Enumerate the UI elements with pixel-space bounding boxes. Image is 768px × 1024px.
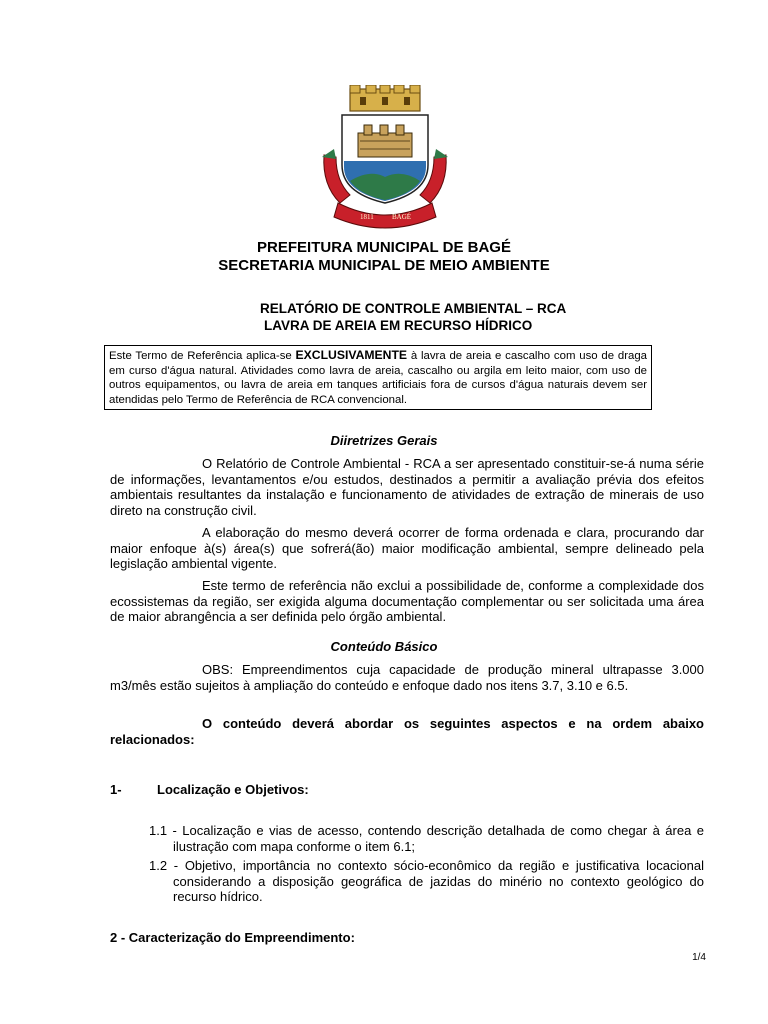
crest-year: 1811 — [360, 213, 374, 221]
report-title: RELATÓRIO DE CONTROLE AMBIENTAL – RCA — [260, 301, 567, 316]
section-1-number: 1- — [110, 782, 122, 797]
diretrizes-p2-text: A elaboração do mesmo deverá ocorrer de forma ordenada e clara, procurando dar maior enfoque à(s) área(s) que sofrerá(ão) maior modificação ambiental, sempre delineado pela legislação ambiental vigente. — [110, 525, 704, 572]
section-2-title: 2 - Caracterização do Empreendimento: — [110, 930, 355, 945]
conteudo-obs-paragraph — [110, 662, 704, 693]
conteudo-obs-text: OBS: Empreendimentos cuja capacidade de produção mineral ultrapasse 3.000 m3/mês estão sujeitos à ampliação do conteúdo e enfoque dado nos itens 3.7, 3.10 e 6.5. — [110, 662, 704, 693]
conteudo-heading: Conteúdo Básico — [330, 639, 438, 654]
diretrizes-paragraph-3 — [110, 578, 704, 625]
conteudo-intro-paragraph — [110, 716, 704, 747]
item-text: Objetivo, importância no contexto sócio-econômico da região e justificativa locacional considerando a disposição geográfica de jazidas do minério no contexto geológico do recurso hídrico. — [173, 858, 704, 905]
diretrizes-p3-text: Este termo de referência não exclui a possibilidade de, conforme a complexidade dos ecossistemas da região, ser exigida alguma documentação complementar ou ser solicitada uma área de maior abrangência a ser definida pelo órgão ambiental. — [110, 578, 704, 625]
municipal-crest — [320, 85, 450, 233]
diretrizes-paragraph-2 — [110, 525, 704, 572]
notice-text-start: Este Termo de Referência aplica-se — [109, 350, 296, 362]
diretrizes-heading: Diiretrizes Gerais — [330, 433, 438, 448]
item-number: 1.1 - — [149, 823, 177, 838]
crest-icon — [320, 85, 450, 233]
section-1-title: Localização e Objetivos: — [157, 782, 309, 797]
report-subtitle: LAVRA DE AREIA EM RECURSO HÍDRICO — [264, 318, 533, 333]
item-number: 1.2 - — [149, 858, 179, 873]
list-item — [149, 858, 704, 905]
conteudo-intro-text: O conteúdo deverá abordar os seguintes aspectos e na ordem abaixo relacionados: — [110, 716, 704, 747]
item-text: Localização e vias de acesso, contendo descrição detalhada de como chegar à área e ilustração com mapa conforme o item 6.1; — [173, 823, 704, 854]
list-item — [149, 823, 704, 854]
title-prefeitura: PREFEITURA MUNICIPAL DE BAGÉ — [257, 239, 511, 256]
diretrizes-paragraph-1 — [110, 456, 704, 518]
notice-emphasis: EXCLUSIVAMENTE — [295, 348, 408, 362]
title-secretaria: SECRETARIA MUNICIPAL DE MEIO AMBIENTE — [218, 257, 550, 274]
scope-notice-box — [104, 345, 652, 410]
diretrizes-p1-text: O Relatório de Controle Ambiental - RCA a ser apresentado constituir-se-á numa série de informações, levantamentos e/ou estudos, destinados a permitir a avaliação prévia dos efeitos ambientais resultantes da instalação e funcionamento de atividades de extração de minerais de uso direto na construção civil. — [110, 456, 704, 518]
page-number: 1/4 — [692, 952, 706, 963]
notice-text-end: à lavra de areia e cascalho com uso de draga em curso d'água natural. Atividades como lavra de areia, cascalho ou argila em leito maior, com uso de outros equipamentos, ou lavra de areia em tanques artificiais fora de cursos d'água naturais devem ser atendidas pelo Termo de Referência de RCA convencional. — [109, 350, 647, 406]
crest-city: BAGÉ — [392, 213, 412, 221]
